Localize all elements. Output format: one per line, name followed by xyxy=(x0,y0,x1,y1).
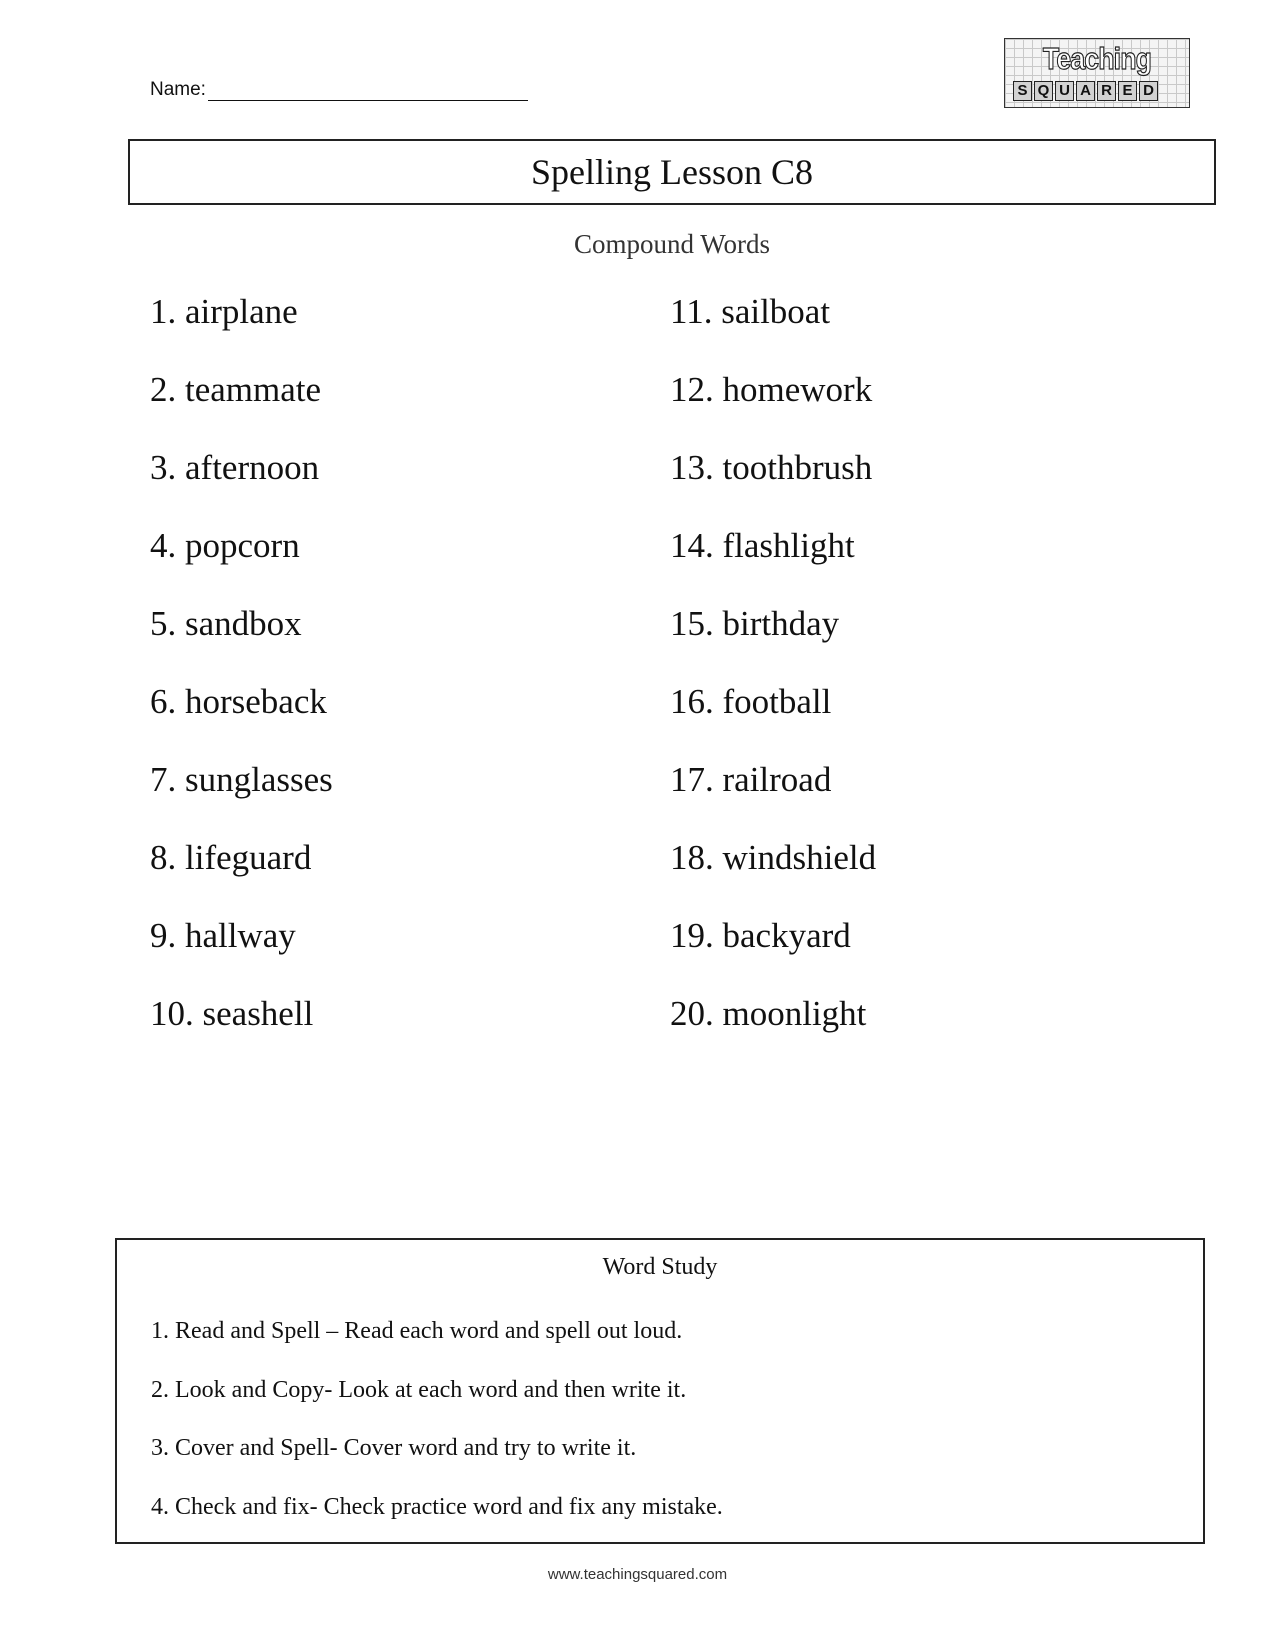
word-study-step: 1. Read and Spell – Read each word and spell out loud. xyxy=(151,1318,683,1344)
spelling-word: 8. lifeguard xyxy=(150,838,312,877)
name-blank-line[interactable] xyxy=(208,78,528,101)
spelling-word: 20. moonlight xyxy=(670,994,867,1033)
spelling-word: 10. seashell xyxy=(150,994,314,1033)
spelling-word: 11. sailboat xyxy=(670,292,831,331)
logo-letter: D xyxy=(1139,81,1158,101)
logo-letter: A xyxy=(1076,81,1095,101)
word-study-step: 2. Look and Copy- Look at each word and then write it. xyxy=(151,1377,687,1403)
spelling-word: 17. railroad xyxy=(670,760,832,799)
logo-top-text: Teaching xyxy=(1042,41,1152,76)
page-title: Spelling Lesson C8 xyxy=(530,152,813,192)
logo-letter: R xyxy=(1097,81,1116,101)
name-field-row xyxy=(150,78,528,101)
spelling-word: 19. backyard xyxy=(670,916,851,955)
spelling-word: 9. hallway xyxy=(150,916,296,955)
spelling-word: 15. birthday xyxy=(670,604,840,643)
spelling-word: 6. horseback xyxy=(150,682,327,721)
spelling-word: 4. popcorn xyxy=(150,526,300,565)
logo-bottom-letters xyxy=(1013,81,1158,101)
spelling-word: 18. windshield xyxy=(670,838,877,877)
word-study-step: 4. Check and fix- Check practice word and fix any mistake. xyxy=(151,1494,723,1520)
spelling-word: 12. homework xyxy=(670,370,873,409)
name-label: Name: xyxy=(150,79,206,100)
page-title-box xyxy=(128,139,1216,205)
spelling-word: 7. sunglasses xyxy=(150,760,333,799)
spelling-word: 13. toothbrush xyxy=(670,448,873,487)
word-study-box xyxy=(115,1238,1205,1544)
spelling-word: 5. sandbox xyxy=(150,604,302,643)
teaching-squared-logo xyxy=(1004,38,1190,108)
logo-letter: E xyxy=(1118,81,1137,101)
word-study-title: Word Study xyxy=(602,1254,718,1280)
spelling-word: 14. flashlight xyxy=(670,526,855,565)
spelling-word: 2. teammate xyxy=(150,370,322,409)
spelling-word: 1. airplane xyxy=(150,292,298,331)
logo-letter: U xyxy=(1055,81,1074,101)
spelling-word-list xyxy=(150,292,1150,1092)
footer-url: www.teachingsquared.com xyxy=(547,1566,728,1583)
logo-letter: S xyxy=(1013,81,1032,101)
page-subtitle: Compound Words xyxy=(573,229,771,259)
word-study-step: 3. Cover and Spell- Cover word and try to write it. xyxy=(151,1435,637,1461)
spelling-word: 16. football xyxy=(670,682,832,721)
logo-letter: Q xyxy=(1034,81,1053,101)
spelling-word: 3. afternoon xyxy=(150,448,320,487)
